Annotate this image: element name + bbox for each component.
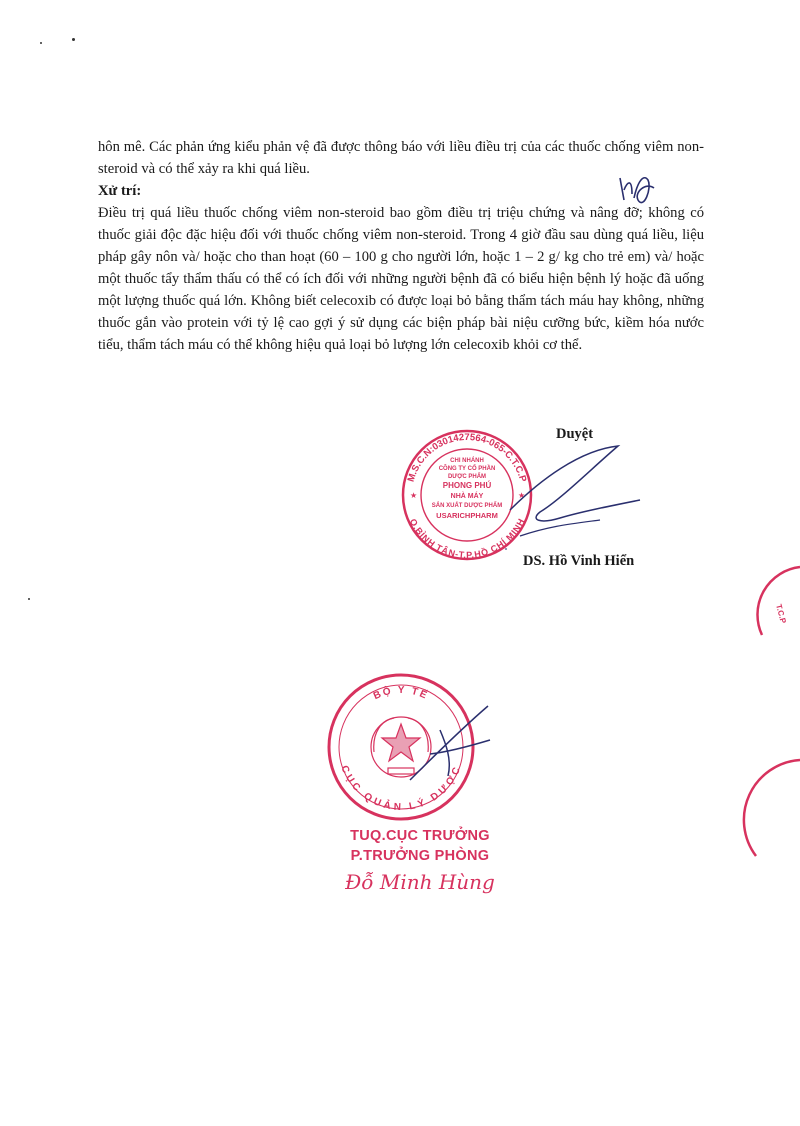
stamp-line: CHI NHÁNH (450, 458, 484, 464)
official-title-2: P.TRƯỞNG PHÒNG (350, 848, 490, 864)
approval-label: Duyệt (556, 426, 594, 442)
partial-stamp-edge (740, 565, 800, 655)
scan-speck (40, 42, 42, 44)
star-icon: ★ (518, 491, 526, 500)
paragraph-treatment: Điều trị quá liều thuốc chống viêm non-steroid bao gồm điều trị triệu chứng và nâng đỡ; không có thuốc giải độc đặc hiệu đối với thuốc chống viêm non-steroid. Trong 4 giờ đầu sau dùng quá liều, liệu pháp gây nôn và/ hoặc cho than hoạt (60 – 100 g cho người lớn, hoặc 1 – 2 g/ kg cho trẻ em) và/ hoặc một thuốc tẩy thẩm thấu có thể có ích đối với những người bệnh đã có biểu hiện bệnh lý hoặc đã uống một lượng thuốc quá lớn. Không biết celecoxib có được loại bỏ bằng thẩm tách máu hay không, những thuốc gắn vào protein với tỷ lệ cao gợi ý sử dụng các biện pháp bài niệu cưỡng bức, kiềm hóa nước tiểu, thẩm tách máu có thể không hiệu quả loại bỏ lượng lớn celecoxib khỏi cơ thể. (98, 205, 704, 353)
paragraph-continuation: hôn mê. Các phản ứng kiểu phản vệ đã được thông báo với liều điều trị của các thuốc chống viêm non-steroid và có thể xảy ra khi quá liều. (98, 139, 704, 177)
stamp-ring-text: M.S.C.N:0301427564-065-C.T.C.P (405, 432, 529, 484)
ministry-bottom-text: CỤC QUẢN LÝ DƯỢC (338, 764, 464, 814)
official-signature (400, 700, 500, 790)
stamp-ring-bottom: Q.BÌNH TÂN-T.P.HỒ CHÍ MINH (407, 517, 527, 561)
section-heading-treatment: Xử trí: (98, 183, 142, 199)
initials-signature (616, 170, 666, 212)
stamp-line: DƯỢC PHẨM (447, 474, 487, 480)
stamp-line: NHÀ MÁY (450, 493, 484, 500)
svg-text:T.C.P: T.C.P (774, 603, 788, 625)
signer-name: DS. Hồ Vinh Hiển (523, 553, 635, 569)
approver-signature (500, 440, 650, 550)
stamp-line: CÔNG TY CỔ PHẦN (438, 466, 496, 472)
partial-stamp-edge (726, 756, 800, 866)
official-name: Đỗ Minh Hùng (345, 870, 495, 894)
scan-speck (28, 598, 30, 600)
star-icon: ★ (410, 491, 418, 500)
stamp-line: USARICHPHARM (436, 511, 498, 520)
scan-speck (72, 38, 75, 41)
stamp-line: PHONG PHÚ (442, 481, 492, 490)
official-title-1: TUQ.CỤC TRƯỞNG (350, 828, 490, 844)
official-signature-block (310, 826, 530, 896)
stamp-line: SẢN XUẤT DƯỢC PHẨM (431, 503, 503, 509)
ministry-top-text: BỘ Y TẾ (371, 684, 431, 703)
document-body (98, 136, 704, 356)
